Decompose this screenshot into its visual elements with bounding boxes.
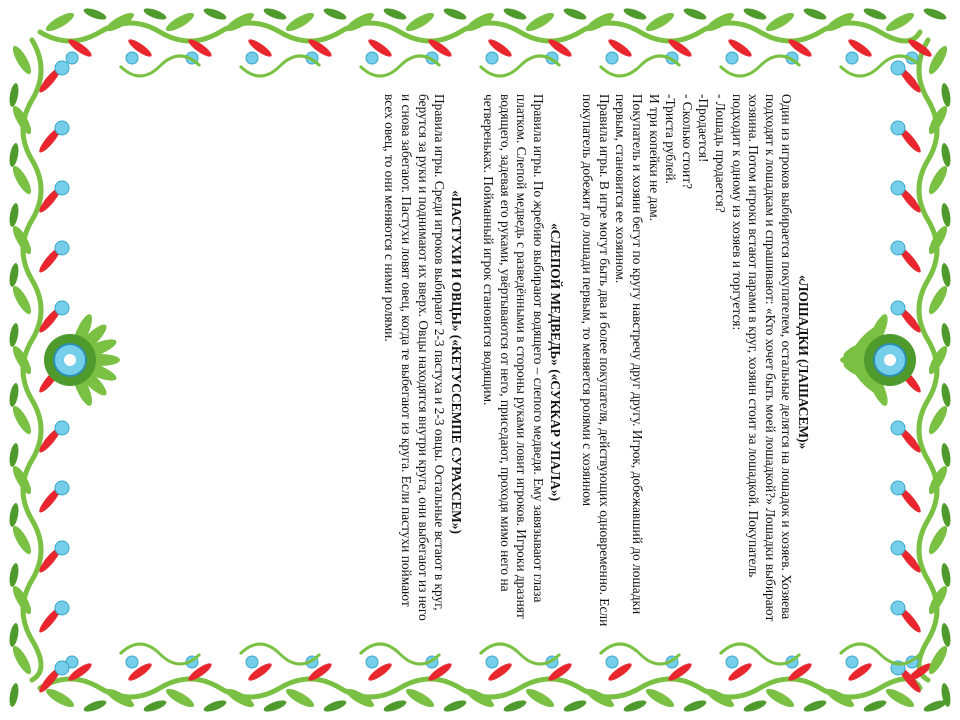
berry-icon (126, 52, 138, 64)
leaf-icon (940, 442, 952, 467)
paragraph: - Лошадь продается? (713, 94, 729, 213)
leaf-icon (862, 6, 887, 22)
leaf-icon (10, 644, 35, 677)
leaf-icon (44, 10, 77, 35)
berry-icon (246, 52, 258, 64)
document-content (147, 84, 813, 636)
berry-icon (55, 481, 69, 495)
leaf-icon (442, 698, 467, 714)
berry-icon (606, 656, 618, 668)
berry-icon (891, 421, 905, 435)
berry-icon (55, 601, 69, 615)
berry-icon (66, 52, 78, 64)
berry-icon (55, 181, 69, 195)
berry-icon (846, 656, 858, 668)
berry-icon (55, 241, 69, 255)
leaf-icon (622, 698, 647, 714)
berry-icon (55, 121, 69, 135)
leaf-icon (262, 6, 287, 22)
leaf-icon (926, 44, 951, 77)
berry-icon (246, 656, 258, 668)
paragraph: Правила игры. В игре могут быть два и более покупателя, действующих одновременно. Если покупатель добежит до лошади первым, то меняется ролями с хозяином (580, 94, 612, 627)
section-title-horses: «ЛОШАДКИ (ЛАШАСЕМ)» (796, 274, 811, 450)
leaf-icon (164, 686, 197, 711)
leaf-icon (142, 698, 167, 714)
berry-icon (126, 656, 138, 668)
leaf-icon (562, 698, 587, 714)
berry-icon (366, 52, 378, 64)
rotated-text-block (147, 84, 813, 636)
leaf-icon (8, 502, 20, 527)
section-title-shepherds-and-sheep: «ПАСТУХИ И ОВЦЫ» («КЕТУССЕМПЕ СУРАХСЕМ») (448, 190, 464, 534)
leaf-icon (940, 322, 952, 347)
leaf-icon (682, 6, 707, 22)
berry-icon (891, 181, 905, 195)
leaf-icon (682, 698, 707, 714)
leaf-icon (802, 6, 827, 22)
berry-icon (891, 241, 905, 255)
leaf-icon (940, 142, 952, 167)
leaf-icon (442, 6, 467, 22)
leaf-icon (926, 524, 951, 557)
leaf-icon (10, 404, 35, 437)
leaf-icon (742, 6, 767, 22)
paragraph: Правила игры. По жребию выбирают водящего – слепого медведя. Ему завязывают глаза платком. Слепой медведь с разведёнными в стороны руками ловит игроков. Игроки дразнят водящего, задевая его руками, увёртываются от него, приседают, проходя мимо него на четвереньках. Пойманный игрок становится водящим. (481, 94, 547, 619)
leaf-icon (940, 82, 952, 107)
berry-icon (891, 541, 905, 555)
flower-medallion-icon (884, 354, 896, 366)
leaf-icon (202, 698, 227, 714)
leaf-icon (764, 10, 797, 35)
leaf-icon (926, 284, 951, 317)
leaf-icon (764, 686, 797, 711)
leaf-icon (940, 382, 952, 407)
leaf-icon (322, 698, 347, 714)
berry-icon (891, 61, 905, 75)
paragraph: - Сколько стоит? (679, 94, 695, 190)
leaf-icon (284, 686, 317, 711)
leaf-icon (622, 6, 647, 22)
berry-icon (726, 52, 738, 64)
leaf-icon (8, 202, 20, 227)
berry-icon (726, 656, 738, 668)
berry-icon (55, 301, 69, 315)
leaf-icon (884, 686, 917, 711)
leaf-icon (322, 6, 347, 22)
paragraph: -Продается! (696, 94, 712, 163)
berry-icon (891, 601, 905, 615)
berry-icon (366, 656, 378, 668)
leaf-icon (884, 10, 917, 35)
leaf-icon (8, 322, 20, 347)
berry-icon (55, 61, 69, 75)
leaf-icon (8, 262, 20, 287)
leaf-icon (8, 82, 20, 107)
leaf-icon (562, 6, 587, 22)
leaf-icon (8, 142, 20, 167)
berry-icon (891, 301, 905, 315)
leaf-icon (524, 10, 557, 35)
paragraph: Один из игроков выбирается покупателем, остальные делятся на лошадок и хозяев. Хозяева подходят к лошадкам и спрашивают: «Кто хочет быть моей лошадкой?» Лошадки выбирают хозяина. Потом игроки встают парами в круг, хозяин стоит за лошадкой. Покупатель подходит к одному из хозяев и торгуется: (729, 94, 795, 622)
paragraph: -Триста рублей. (663, 94, 679, 184)
leaf-icon (8, 382, 20, 407)
berry-icon (891, 481, 905, 495)
leaf-icon (8, 562, 20, 587)
paragraph: Покупатель и хозяин бегут по кругу навстречу друг другу. Игрок, добежавший до лошадки первым, становится ее хозяином. (613, 94, 646, 615)
leaf-icon (10, 524, 35, 557)
leaf-icon (10, 44, 35, 77)
leaf-icon (382, 698, 407, 714)
leaf-icon (940, 202, 952, 227)
leaf-icon (8, 622, 20, 647)
flower-medallion-icon (64, 354, 76, 366)
leaf-icon (404, 686, 437, 711)
leaf-icon (742, 698, 767, 714)
paragraph: Правила игры. Среди игроков выбирают 2-3 пастуха и 2-3 овцы. Остальные встают в круг, берутся за руки и поднимают их вверх. Овцы находятся внутри круга, они выбегают из него и снова забегают. Пастухи ловят овец, когда те выбегают из круга. Если пастухи поймают всех овец, то они меняются с ними ролями. (382, 94, 448, 621)
section-title-blind-bear: «СЛЕПОЙ МЕДВЕДЬ» («СУККАР УПАЛА») (547, 222, 563, 502)
leaf-icon (382, 6, 407, 22)
berry-icon (486, 656, 498, 668)
berry-icon (55, 421, 69, 435)
leaf-icon (644, 686, 677, 711)
leaf-icon (44, 686, 77, 711)
leaf-icon (926, 404, 951, 437)
leaf-icon (202, 6, 227, 22)
leaf-icon (404, 10, 437, 35)
paragraph: И три копейки не дам. (646, 94, 662, 222)
leaf-icon (8, 682, 20, 707)
leaf-icon (922, 6, 947, 22)
berry-icon (891, 121, 905, 135)
berry-icon (55, 541, 69, 555)
leaf-icon (862, 698, 887, 714)
leaf-icon (8, 442, 20, 467)
leaf-icon (940, 562, 952, 587)
leaf-icon (940, 262, 952, 287)
berry-icon (606, 52, 618, 64)
leaf-icon (164, 10, 197, 35)
berry-icon (846, 52, 858, 64)
leaf-icon (940, 502, 952, 527)
leaf-icon (502, 698, 527, 714)
berry-icon (55, 661, 69, 675)
leaf-icon (940, 622, 952, 647)
leaf-icon (142, 6, 167, 22)
leaf-icon (502, 6, 527, 22)
leaf-icon (82, 6, 107, 22)
leaf-icon (284, 10, 317, 35)
leaf-icon (926, 164, 951, 197)
leaf-icon (524, 686, 557, 711)
leaf-icon (10, 284, 35, 317)
leaf-icon (926, 644, 951, 677)
leaf-icon (262, 698, 287, 714)
leaf-icon (644, 10, 677, 35)
leaf-icon (10, 164, 35, 197)
berry-icon (486, 52, 498, 64)
leaf-icon (802, 698, 827, 714)
leaf-icon (82, 698, 107, 714)
